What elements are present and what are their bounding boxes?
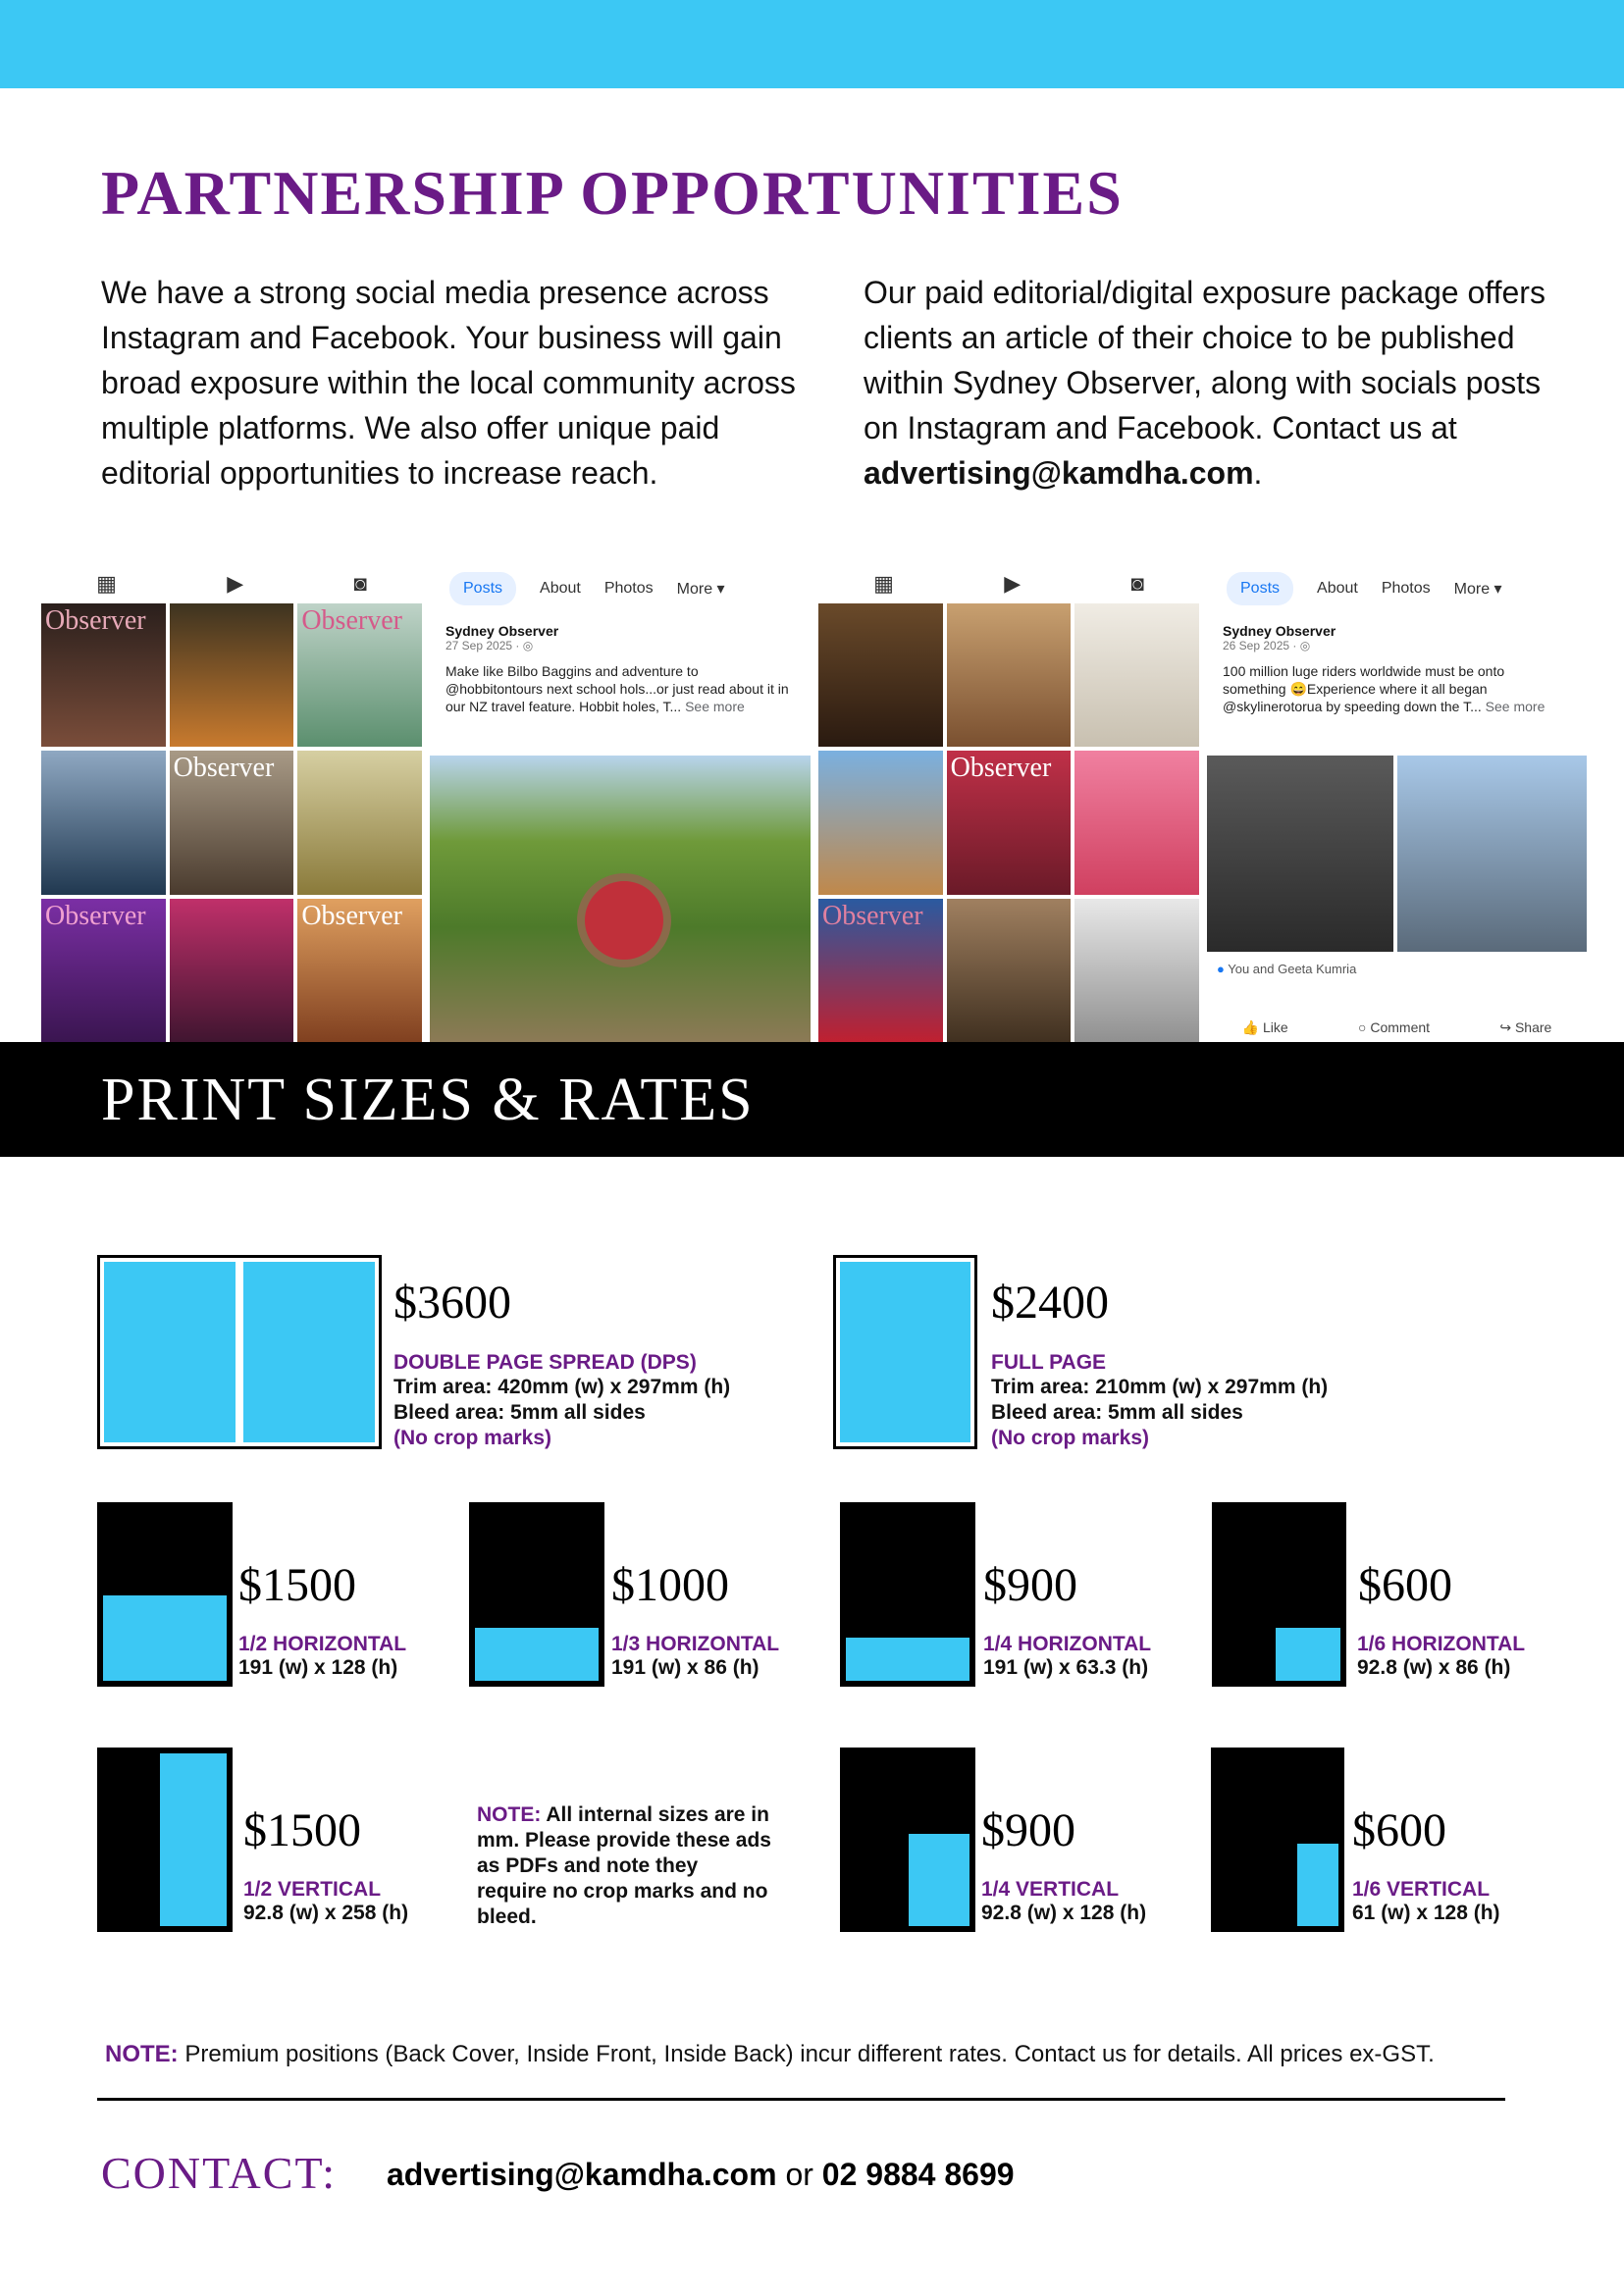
half-horizontal-fill [103,1595,227,1681]
flowers-photo [297,751,422,894]
quarter-horizontal-label: 1/4 HORIZONTAL [983,1633,1152,1655]
quarter-horizontal-fill [846,1638,969,1681]
quarter-horizontal-spec: 191 (w) x 63.3 (h) [983,1656,1149,1679]
facebook-tabs [1207,564,1587,613]
half-vertical-diagram [97,1748,233,1932]
sixth-horizontal-spec: 92.8 (w) x 86 (h) [1357,1656,1511,1679]
quarter-vertical-spec: 92.8 (w) x 128 (h) [981,1902,1147,1924]
sixth-horizontal-label: 1/6 HORIZONTAL [1357,1633,1526,1655]
event-photo [1074,899,1199,1042]
post-header [430,613,811,715]
dps-crop: (No crop marks) [393,1427,552,1449]
grid-icon[interactable]: ▦ [873,571,894,596]
full-page-label: FULL PAGE [991,1351,1107,1374]
full-page-fill [840,1262,970,1442]
magazine-cover-image: Observer [297,603,422,747]
full-page-diagram [833,1255,977,1449]
tab-more[interactable]: More ▾ [1453,581,1502,598]
note-prefix: NOTE: [477,1803,542,1826]
post-text: Make like Bilbo Baggins and adventure to @hobbitontours next school hols...or just read about it in our NZ travel feature. Hobbit holes, T... See more [445,663,789,714]
hobbit-hole-photo [430,756,811,1042]
like-button[interactable]: 👍 Like [1241,1019,1288,1035]
internal-sizes-note: NOTE: All internal sizes are in mm. Please provide these ads as PDFs and note they require no crop marks and no bleed. [477,1803,771,1928]
quarter-horizontal-diagram [840,1502,975,1687]
half-vertical-label: 1/2 VERTICAL [243,1878,382,1901]
instagram-tab-row [818,564,1199,603]
reels-icon[interactable]: ▶ [227,571,244,596]
instagram-grid-1 [41,564,422,1042]
intro-right-end: . [1253,455,1263,491]
comment-icon: ○ [1357,1019,1367,1035]
magazine-cover-image: Observer [297,899,422,1042]
magazine-cover-image [818,603,943,747]
third-horizontal-price: $1000 [611,1559,729,1611]
social-screenshots [41,564,1587,1042]
food-photo [170,603,294,747]
contact-email-link[interactable]: advertising@kamdha.com [387,2157,777,2192]
tab-more[interactable]: More ▾ [676,581,725,598]
tab-about[interactable]: About [540,580,581,597]
flowers-photo [1074,751,1199,894]
tab-about[interactable]: About [1317,580,1358,597]
intro-right-text: Our paid editorial/digital exposure package offers clients an article of their choice to be published within Sydney Observer, along with socials posts on Instagram and Facebook. Contact us at [864,275,1545,445]
half-vertical-price: $1500 [243,1804,361,1856]
page-title: PARTNERSHIP OPPORTUNITIES [101,158,1124,228]
section-title: PRINT SIZES & RATES [101,1067,755,1133]
food-photo [947,899,1072,1042]
quarter-vertical-diagram [840,1748,975,1932]
contact-phone-link[interactable]: 02 9884 8699 [821,2157,1015,2192]
sixth-horizontal-fill [1276,1628,1340,1681]
divider [97,2098,1505,2101]
sixth-vertical-fill [1297,1844,1338,1926]
half-vertical-spec: 92.8 (w) x 258 (h) [243,1902,409,1924]
see-more-link[interactable]: See more [685,699,745,714]
reactions-summary: ● You and Geeta Kumria [1217,962,1357,976]
tagged-icon[interactable]: ◙ [1130,571,1144,596]
quarter-horizontal-price: $900 [983,1559,1077,1611]
dps-right-page [243,1262,375,1442]
quarter-vertical-price: $900 [981,1804,1075,1856]
sixth-horizontal-price: $600 [1358,1559,1452,1611]
share-button[interactable]: ↪ Share [1499,1019,1552,1035]
event-photo [170,899,294,1042]
facebook-post-2 [1207,564,1587,1042]
intro-right-paragraph [864,270,1550,496]
thumbs-up-icon: 👍 [1241,1019,1260,1035]
third-horizontal-fill [475,1628,599,1681]
post-author[interactable]: Sydney Observer [1223,623,1336,639]
building-photo [818,751,943,894]
instagram-grid-2 [818,564,1199,1042]
premium-positions-note: NOTE: Premium positions (Back Cover, Inside Front, Inside Back) incur different rates. Contact us for details. All prices ex-GST. [105,2041,1435,2067]
post-author[interactable]: Sydney Observer [445,623,559,639]
tab-photos[interactable]: Photos [603,580,654,597]
comment-button[interactable]: ○ Comment [1357,1019,1431,1035]
sixth-vertical-label: 1/6 VERTICAL [1352,1878,1491,1901]
post-text: 100 million luge riders worldwide must be onto something 😄Experience where it all began @skylinerotorua by speeding down the T... See more [1223,663,1545,714]
round-door-shape [577,873,671,967]
sixth-vertical-diagram [1211,1748,1344,1932]
instagram-tab-row [41,564,422,603]
quarter-vertical-label: 1/4 VERTICAL [981,1878,1120,1901]
full-page-crop: (No crop marks) [991,1427,1150,1449]
dps-trim: Trim area: 420mm (w) x 297mm (h) [393,1376,731,1398]
third-horizontal-label: 1/3 HORIZONTAL [611,1633,780,1655]
full-page-price: $2400 [991,1277,1109,1329]
share-icon: ↪ [1499,1019,1512,1035]
dps-price: $3600 [393,1277,511,1329]
post-actions [1207,1019,1587,1036]
post-date: 26 Sep 2025 · ◎ [1223,639,1311,652]
facebook-post-1 [430,564,811,1042]
sixth-horizontal-diagram [1212,1502,1346,1687]
reels-icon[interactable]: ▶ [1004,571,1022,596]
half-horizontal-price: $1500 [238,1559,356,1611]
tagged-icon[interactable]: ◙ [353,571,367,596]
magazine-cover-image: Observer [41,899,166,1042]
full-page-trim: Trim area: 210mm (w) x 297mm (h) [991,1376,1329,1398]
post-header [1207,613,1587,715]
dps-bleed: Bleed area: 5mm all sides [393,1401,646,1424]
top-accent-bar [0,0,1624,88]
half-horizontal-spec: 191 (w) x 128 (h) [238,1656,398,1679]
luge-photo [1207,756,1393,952]
post-date: 27 Sep 2025 · ◎ [445,639,534,652]
quarter-vertical-fill [909,1834,969,1926]
food-photo [947,603,1072,747]
facebook-tabs [430,564,811,613]
intro-email-link[interactable]: advertising@kamdha.com [864,455,1254,491]
dps-label: DOUBLE PAGE SPREAD (DPS) [393,1351,697,1374]
contact-details: advertising@kamdha.com or 02 9884 8699 [387,2157,1015,2192]
tab-photos[interactable]: Photos [1381,580,1431,597]
half-horizontal-label: 1/2 HORIZONTAL [238,1633,407,1655]
magazine-cover-image: Observer [41,603,166,747]
half-vertical-fill [160,1753,227,1926]
third-horizontal-diagram [469,1502,604,1687]
contact-label: CONTACT: [101,2148,338,2198]
note-prefix: NOTE: [105,2041,179,2067]
sixth-vertical-spec: 61 (w) x 128 (h) [1352,1902,1500,1924]
magazine-cover-image: Observer [947,751,1072,894]
coast-photo [41,751,166,894]
intro-left-paragraph: We have a strong social media presence across Instagram and Facebook. Your business will gain broad exposure within the local community across multiple platforms. We also offer unique paid editorial opportunities to increase reach. [101,275,796,491]
family-photo [1397,756,1587,952]
see-more-link[interactable]: See more [1485,699,1545,714]
grid-icon[interactable]: ▦ [96,571,117,596]
tab-posts[interactable]: Posts [1227,572,1293,605]
tab-posts[interactable]: Posts [449,572,516,605]
sixth-vertical-price: $600 [1352,1804,1446,1856]
dps-diagram [97,1255,382,1449]
magazine-cover-image: Observer [170,751,294,894]
magazine-page-photo [1074,603,1199,747]
dps-left-page [104,1262,236,1442]
third-horizontal-spec: 191 (w) x 86 (h) [611,1656,760,1679]
full-page-bleed: Bleed area: 5mm all sides [991,1401,1243,1424]
magazine-cover-image: Observer [818,899,943,1042]
half-horizontal-diagram [97,1502,233,1687]
section-header-bar [0,1042,1624,1157]
